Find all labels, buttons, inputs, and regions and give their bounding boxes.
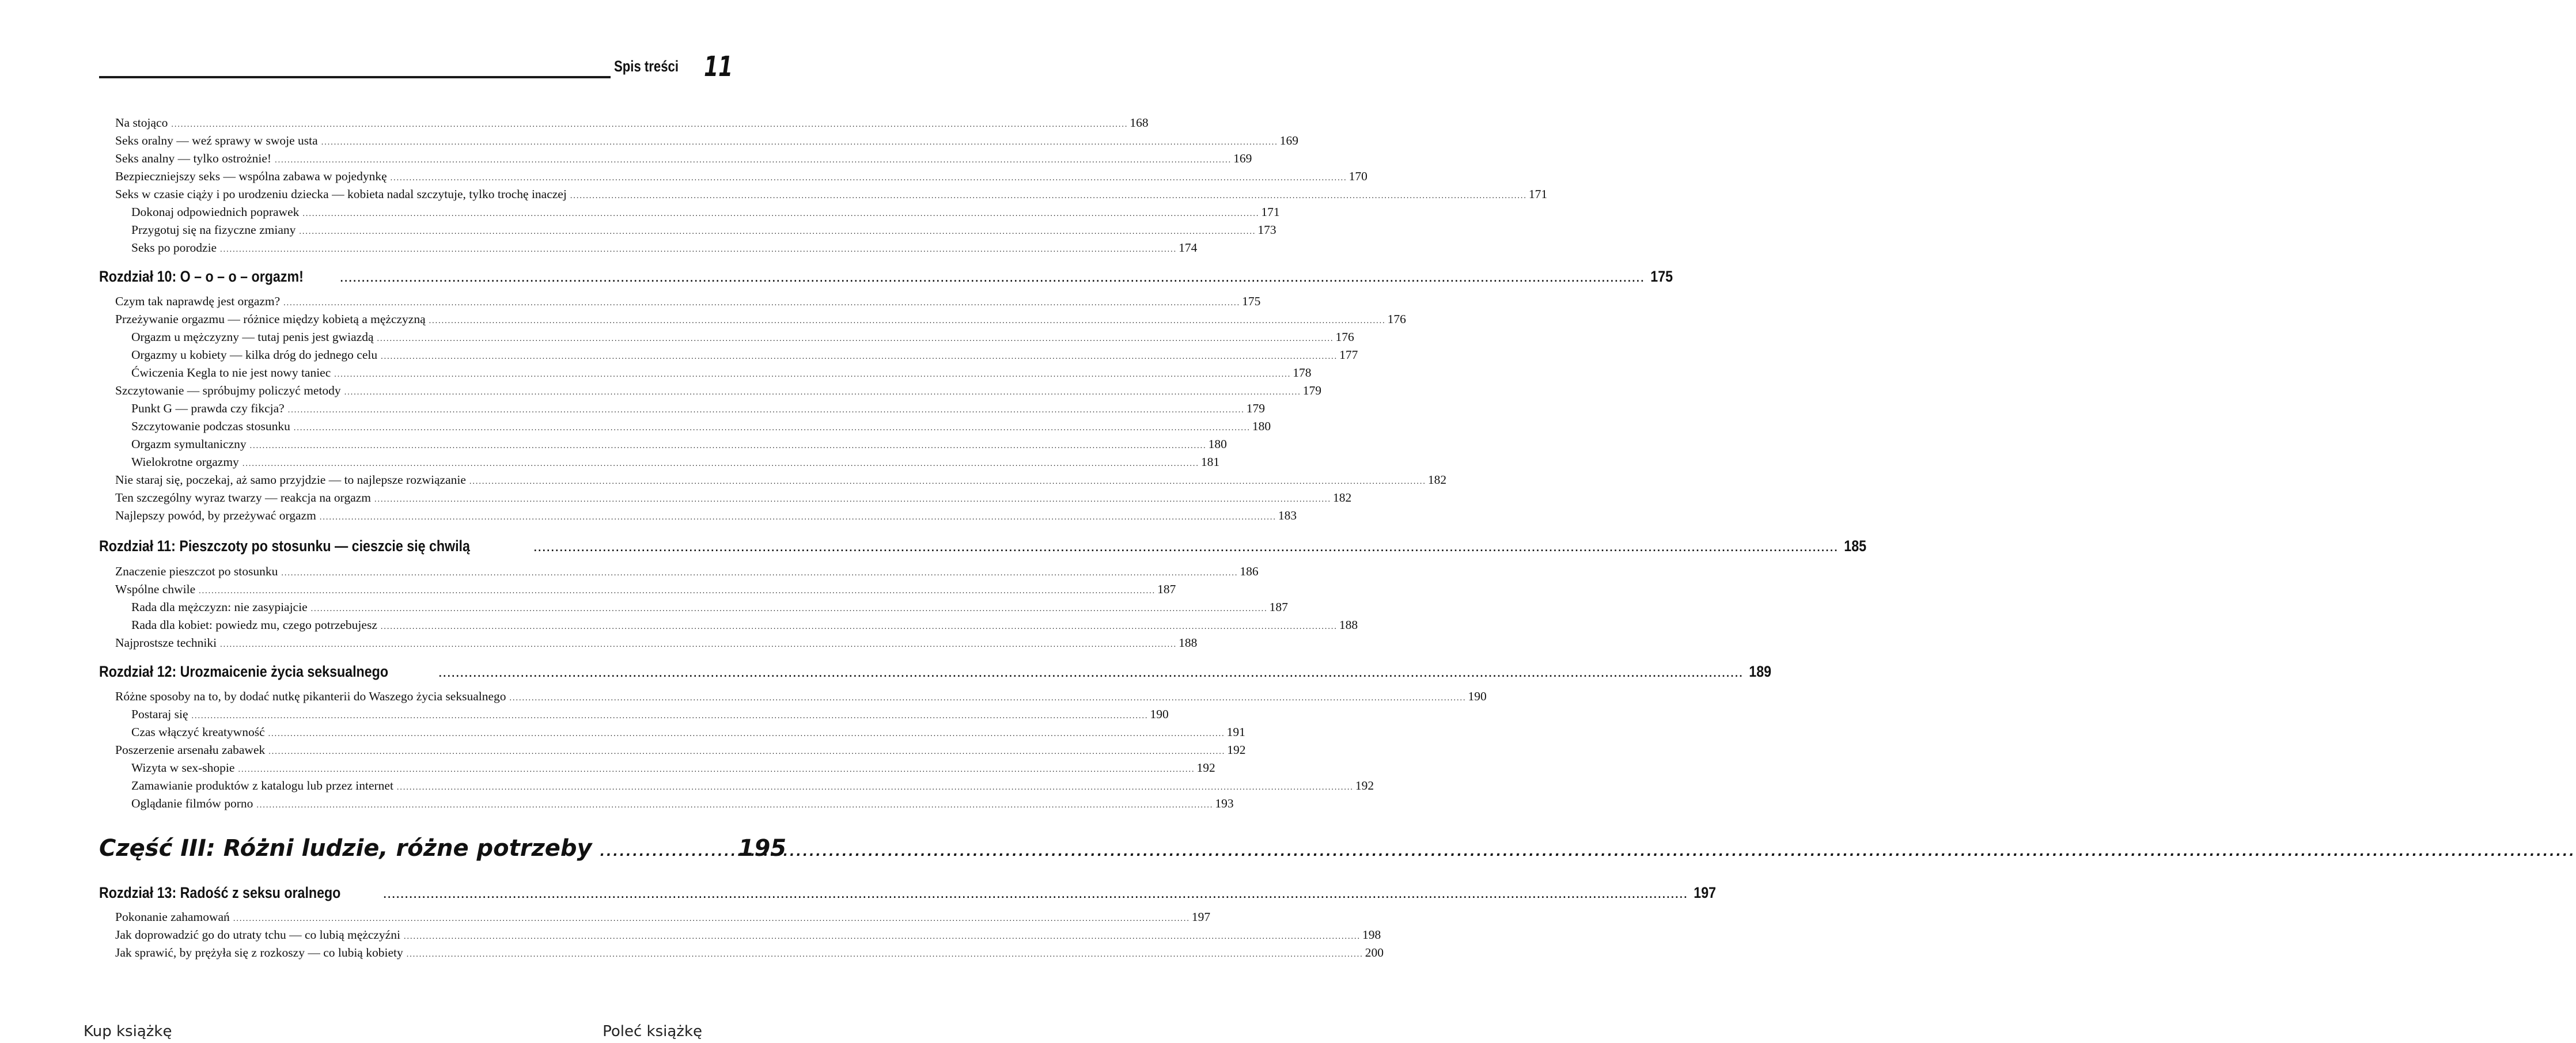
dot-leader [299, 223, 1256, 241]
page-number: 11 [704, 51, 733, 83]
toc-entry-page: 186 [1240, 564, 1259, 578]
toc-chapter-row[interactable] [99, 661, 1772, 682]
toc-entry-title: Poszerzenie arsenału zabawek [115, 743, 266, 757]
toc-entry-page: 189 [1749, 663, 1772, 680]
toc-entry-page: 168 [1130, 116, 1149, 130]
dot-leader [391, 170, 1347, 187]
dot-leader [344, 384, 1301, 401]
toc-entry-title: Na stojąco [115, 116, 168, 130]
toc-entry-page: 169 [1279, 134, 1298, 147]
toc-entry-row[interactable] [115, 132, 1298, 149]
toc-entry-page: 170 [1348, 169, 1367, 183]
toc-entry-title: Znaczenie pieszczot po stosunku [115, 564, 278, 578]
dot-leader [321, 134, 1278, 151]
toc-entry-page: 192 [1227, 743, 1246, 757]
toc-entry-title: Dokonaj odpowiednich poprawek [131, 205, 300, 219]
dot-leader [288, 402, 1245, 419]
toc-entry-page: 195 [738, 835, 787, 862]
dot-leader [429, 313, 1386, 330]
toc-entry-title: Ten szczególny wyraz twarzy — reakcja na orgazm [115, 491, 372, 505]
toc-entry-title: Punkt G — prawda czy fikcja? [131, 401, 285, 415]
dot-leader [238, 761, 1195, 779]
dot-leader [220, 636, 1177, 654]
toc-entry-title: Bezpieczniejszy seks — wspólna zabawa w pojedynkę [115, 169, 387, 183]
toc-entry-row[interactable] [115, 688, 1487, 705]
toc-entry-row[interactable] [131, 795, 1234, 812]
toc-entry-row[interactable] [115, 382, 1321, 399]
toc-entry-row[interactable] [131, 723, 1245, 741]
toc-entry-title: Oglądanie filmów porno [131, 797, 253, 810]
toc-entry-page: 187 [1269, 600, 1288, 614]
toc-entry-title: Ćwiczenia Kegla to nie jest nowy taniec [131, 366, 331, 380]
toc-entry-title: Czas włączyć kreatywność [131, 725, 265, 739]
dot-leader [334, 366, 1291, 384]
dot-leader [374, 491, 1331, 509]
dot-leader [439, 663, 1744, 684]
toc-entry-row[interactable] [115, 908, 1211, 926]
toc-entry-row[interactable] [131, 418, 1271, 435]
toc-entry-page: 182 [1427, 473, 1447, 487]
dot-leader [311, 601, 1268, 618]
toc-entry-title: Szczytowanie — spróbujmy policzyć metody [115, 384, 341, 397]
toc-entry-page: 176 [1335, 330, 1354, 344]
toc-entry-title: Szczytowanie podczas stosunku [131, 419, 290, 433]
toc-entry-title: Postaraj się [131, 707, 188, 721]
toc-entry-title: Orgazm symultaniczny [131, 437, 247, 451]
toc-entry-page: 200 [1365, 946, 1384, 959]
dot-leader [171, 116, 1128, 134]
toc-entry-page: 190 [1468, 689, 1487, 703]
toc-entry-title: Seks w czasie ciąży i po urodzeniu dziecka — kobieta nadal szczytuje, tylko trochę inaczej [115, 187, 567, 201]
dot-leader [510, 690, 1467, 707]
toc-entry-page: 179 [1302, 384, 1321, 397]
toc-entry-row[interactable] [115, 471, 1447, 488]
toc-part-row[interactable] [99, 834, 787, 863]
toc-entry-page: 183 [1278, 509, 1297, 522]
toc-entry-row[interactable] [131, 616, 1358, 634]
toc-entry-page: 190 [1150, 707, 1169, 721]
toc-entry-page: 171 [1528, 187, 1548, 201]
dot-leader [250, 438, 1207, 455]
dot-leader [377, 331, 1334, 348]
toc-entry-row[interactable] [131, 435, 1227, 453]
toc-entry-row[interactable] [115, 150, 1252, 167]
header-rule [99, 76, 611, 78]
toc-entry-row[interactable] [131, 777, 1374, 794]
toc-entry-row[interactable] [131, 706, 1169, 723]
toc-entry-row[interactable] [131, 203, 1280, 221]
dot-leader [381, 348, 1338, 366]
toc-entry-title: Seks oralny — weź sprawy w swoje usta [115, 134, 318, 147]
toc-chapter-row[interactable] [99, 536, 1867, 556]
toc-entry-page: 192 [1196, 761, 1215, 775]
toc-entry-title: Wspólne chwile [115, 582, 196, 596]
dot-leader [570, 188, 1527, 205]
dot-leader [268, 726, 1225, 743]
toc-entry-page: 197 [1191, 910, 1211, 924]
dot-leader [283, 295, 1240, 312]
dot-leader [199, 583, 1156, 600]
toc-entry-title: Wizyta w sex-shopie [131, 761, 235, 775]
toc-entry-title: Część III: Różni ludzie, różne potrzeby [99, 835, 592, 862]
toc-entry-title: Nie staraj się, poczekaj, aż samo przyjdzie — to najlepsze rozwiązanie [115, 473, 466, 487]
toc-entry-title: Najlepszy powód, by przeżywać orgazm [115, 509, 316, 522]
toc-entry-title: Rozdział 10: O – o – o – orgazm! [99, 268, 304, 285]
toc-entry-title: Najprostsze techniki [115, 636, 217, 650]
toc-entry-title: Rozdział 12: Urozmaicenie życia seksualnego [99, 663, 388, 680]
toc-entry-row[interactable] [131, 364, 1312, 381]
toc-entry-page: 171 [1261, 205, 1280, 219]
toc-entry-title: Rada dla mężczyzn: nie zasypiajcie [131, 600, 308, 614]
recommend-book-link[interactable]: Poleć książkę [603, 1023, 702, 1040]
toc-entry-row[interactable] [115, 741, 1246, 758]
dot-leader [220, 241, 1177, 259]
toc-entry-page: 180 [1252, 419, 1271, 433]
toc-entry-title: Czym tak naprawdę jest orgazm? [115, 294, 281, 308]
toc-entry-row[interactable] [115, 185, 1548, 203]
toc-entry-page: 177 [1339, 348, 1358, 362]
toc-entry-page: 180 [1208, 437, 1227, 451]
dot-leader [233, 911, 1190, 928]
toc-entry-title: Zamawianie produktów z katalogu lub przez internet [131, 779, 393, 792]
toc-entry-row[interactable] [115, 489, 1352, 506]
toc-entry-row[interactable] [131, 239, 1198, 256]
running-header-title: Spis treści [614, 58, 679, 75]
toc-entry-row[interactable] [115, 944, 1384, 961]
dot-leader [469, 473, 1426, 491]
toc-entry-row[interactable] [115, 581, 1176, 598]
dot-leader [256, 797, 1213, 814]
dot-leader [243, 456, 1199, 473]
toc-entry-page: 179 [1246, 401, 1265, 415]
dot-leader [268, 744, 1225, 761]
dot-leader [381, 619, 1338, 636]
toc-entry-row[interactable] [115, 634, 1198, 651]
dot-leader [384, 884, 1688, 905]
dot-leader [302, 206, 1259, 223]
dot-leader [534, 537, 1839, 558]
toc-entry-title: Orgazmy u kobiety — kilka dróg do jednego celu [131, 348, 378, 362]
toc-entry-row[interactable] [115, 114, 1149, 131]
toc-entry-page: 173 [1257, 223, 1276, 237]
dot-leader [404, 928, 1361, 946]
toc-entry-row[interactable] [131, 221, 1276, 238]
toc-entry-page: 192 [1355, 779, 1374, 792]
toc-entry-page: 175 [1650, 268, 1673, 285]
toc-entry-title: Przeżywanie orgazmu — różnice między kobietą a mężczyzną [115, 312, 426, 326]
toc-entry-page: 174 [1179, 241, 1198, 255]
dot-leader [281, 565, 1238, 582]
toc-entry-row[interactable] [131, 598, 1288, 616]
toc-entry-page: 191 [1226, 725, 1245, 739]
toc-entry-row[interactable] [115, 563, 1259, 580]
dot-leader [407, 946, 1363, 964]
toc-entry-title: Jak sprawić, by prężyła się z rozkoszy — co lubią kobiety [115, 946, 403, 959]
toc-entry-title: Wielokrotne orgazmy [131, 455, 239, 469]
toc-entry-page: 176 [1387, 312, 1406, 326]
toc-entry-row[interactable] [115, 168, 1367, 185]
toc-entry-row[interactable] [115, 293, 1261, 310]
toc-entry-row[interactable] [131, 759, 1215, 776]
toc-entry-row[interactable] [131, 453, 1220, 471]
toc-entry-title: Jak doprowadzić go do utraty tchu — co lubią mężczyźni [115, 928, 400, 942]
toc-entry-title: Przygotuj się na fizyczne zmiany [131, 223, 296, 237]
toc-entry-row[interactable] [131, 346, 1358, 363]
toc-entry-page: 175 [1242, 294, 1261, 308]
toc-entry-page: 187 [1157, 582, 1176, 596]
toc-entry-page: 178 [1293, 366, 1312, 380]
toc-entry-row[interactable] [131, 400, 1265, 417]
toc-entry-page: 185 [1844, 537, 1867, 555]
toc-entry-title: Rozdział 13: Radość z seksu oralnego [99, 884, 341, 901]
toc-entry-page: 181 [1200, 455, 1220, 469]
toc-entry-row[interactable] [115, 507, 1297, 524]
toc-entry-title: Seks po porodzie [131, 241, 217, 255]
dot-leader [340, 268, 1645, 289]
dot-leader [320, 509, 1276, 526]
dot-leader [275, 152, 1232, 169]
dot-leader [294, 420, 1251, 437]
toc-entry-title: Różne sposoby na to, by dodać nutkę pikanterii do Waszego życia seksualnego [115, 689, 506, 703]
toc-entry-page: 182 [1333, 491, 1352, 505]
dot-leader [397, 779, 1354, 797]
toc-entry-row[interactable] [131, 328, 1354, 346]
toc-entry-title: Seks analny — tylko ostrożnie! [115, 151, 272, 165]
dot-leader [600, 838, 733, 867]
toc-chapter-row[interactable] [99, 266, 1673, 287]
dot-leader [192, 708, 1149, 725]
toc-entry-page: 198 [1362, 928, 1381, 942]
toc-entry-page: 188 [1179, 636, 1198, 650]
toc-entry-page: 197 [1694, 884, 1716, 901]
toc-entry-page: 193 [1215, 797, 1234, 810]
toc-entry-title: Rozdział 11: Pieszczoty po stosunku — cieszcie się chwilą [99, 537, 470, 555]
toc-entry-page: 169 [1233, 151, 1252, 165]
toc-entry-page: 188 [1339, 618, 1358, 632]
toc-entry-title: Rada dla kobiet: powiedz mu, czego potrzebujesz [131, 618, 377, 632]
toc-entry-title: Pokonanie zahamowań [115, 910, 230, 924]
toc-entry-row[interactable] [115, 310, 1406, 328]
buy-book-link[interactable]: Kup książkę [84, 1023, 172, 1040]
toc-chapter-row[interactable] [99, 882, 1716, 903]
toc-entry-title: Orgazm u mężczyzny — tutaj penis jest gwiazdą [131, 330, 374, 344]
toc-entry-row[interactable] [115, 926, 1381, 943]
